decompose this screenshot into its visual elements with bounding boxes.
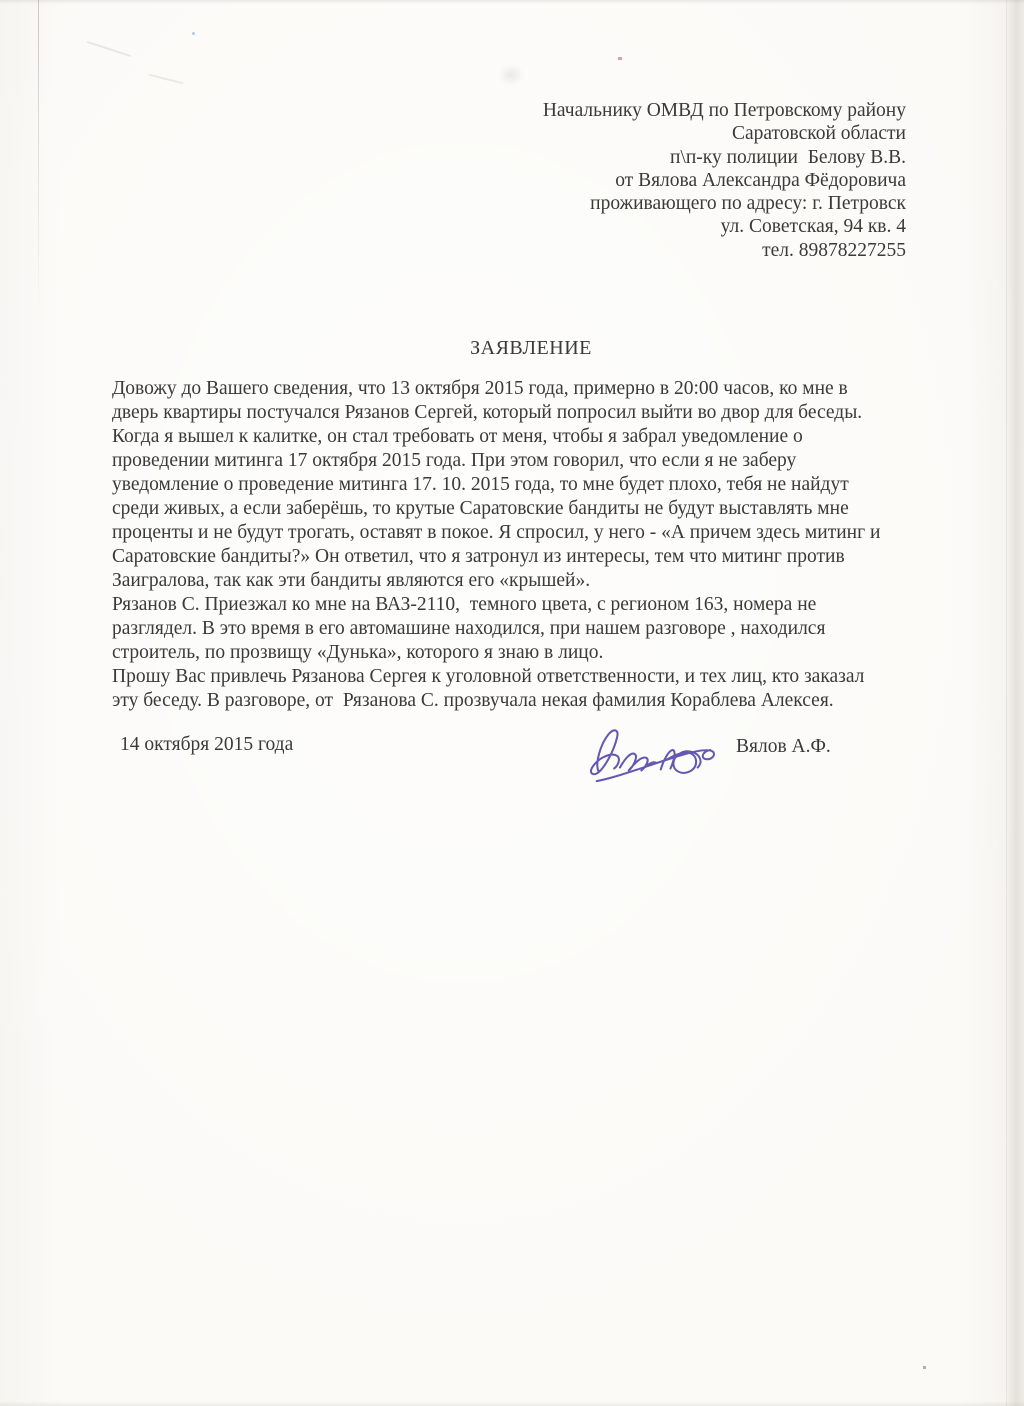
scan-edge-top bbox=[0, 0, 1024, 4]
sender-line: от Вялова Александра Фёдоровича bbox=[615, 169, 906, 191]
body-line: Рязанов С. Приезжал ко мне на ВАЗ-2110, темного цвета, с регионом 163, номера не bbox=[112, 594, 817, 615]
scan-streak bbox=[148, 74, 183, 85]
scan-speck bbox=[192, 32, 195, 35]
body-line: Прошу Вас привлечь Рязанова Сергея к уголовной ответственности, и тех лиц, кто заказал bbox=[112, 666, 865, 687]
body-line: строитель, по прозвищу «Дунька», которого я знаю в лицо. bbox=[112, 642, 604, 663]
sender-phone-line: тел. 89878227255 bbox=[762, 239, 906, 261]
recipient-line: п\п-ку полиции Белову В.В. bbox=[669, 146, 906, 168]
body-line: среди живых, а если заберёшь, то крутые Саратовские бандиты не будут выставлять мне bbox=[112, 498, 849, 519]
signature-stroke bbox=[661, 750, 701, 773]
recipient-line: Начальнику ОМВД по Петровскому району bbox=[542, 100, 906, 121]
scan-speck bbox=[618, 57, 622, 60]
signature-stroke bbox=[620, 754, 656, 771]
scan-edge-bottom bbox=[0, 1401, 1024, 1406]
scan-streak bbox=[87, 41, 131, 57]
scan-smudge bbox=[498, 64, 524, 86]
body-line: Когда я вышел к калитке, он стал требовать от меня, чтобы я забрал уведомление о bbox=[112, 426, 803, 447]
document-date: 14 октября 2015 года bbox=[120, 734, 294, 755]
paper-fold-line bbox=[38, 0, 39, 320]
scan-edge-right-line bbox=[1006, 0, 1007, 1406]
body-line: проведении митинга 17 октября 2015 года. При этом говорил, что если я не заберу bbox=[112, 450, 797, 471]
scan-speck bbox=[923, 1366, 926, 1369]
signer-name: Вялов А.Ф. bbox=[736, 736, 831, 757]
body-line: уведомление о проведение митинга 17. 10. 2015 года, то мне будет плохо, тебя не найдут bbox=[112, 474, 849, 495]
handwritten-signature bbox=[585, 710, 721, 792]
sender-address-line: ул. Советская, 94 кв. 4 bbox=[720, 216, 906, 238]
recipient-block bbox=[543, 99, 906, 262]
signature-stroke bbox=[591, 730, 619, 774]
sender-address-line: проживающего по адресу: г. Петровск bbox=[590, 193, 906, 215]
body-line: эту беседу. В разговоре, от Рязанова С. прозвучала некая фамилия Кораблева Алексея. bbox=[112, 690, 834, 711]
body-line: разглядел. В это время в его автомашине находился, при нашем разговоре , находился bbox=[112, 618, 826, 639]
body-line: Довожу до Вашего сведения, что 13 октября 2015 года, примерно в 20:00 часов, ко мне в bbox=[112, 378, 848, 399]
body-line: Заигралова, так как эти бандиты являются его «крышей». bbox=[112, 570, 591, 591]
document-body bbox=[112, 377, 924, 713]
body-line: Саратовские бандиты?» Он ответил, что я затронул из интересы, тем что митинг против bbox=[112, 546, 845, 567]
scan-edge-right bbox=[1006, 0, 1024, 1406]
body-line: дверь квартиры постучался Рязанов Сергей, который попросил выйти во двор для беседы. bbox=[112, 402, 863, 423]
document-title: ЗАЯВЛЕНИЕ bbox=[470, 337, 592, 359]
body-line: проценты и не будут трогать, оставят в покое. Я спросил, у него - «А причем здесь митинг и bbox=[112, 522, 881, 543]
recipient-line: Саратовской области bbox=[731, 123, 906, 145]
